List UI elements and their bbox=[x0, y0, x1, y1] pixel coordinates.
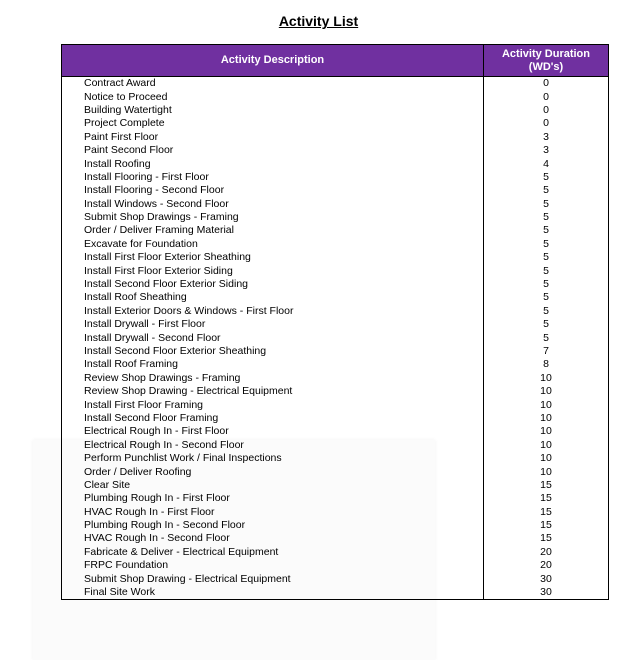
activity-description-cell: Clear Site bbox=[62, 479, 484, 492]
activity-duration-cell: 15 bbox=[484, 479, 609, 492]
activity-description-cell: Electrical Rough In - First Floor bbox=[62, 425, 484, 438]
activity-description-cell: Install First Floor Framing bbox=[62, 398, 484, 411]
activity-duration-cell: 3 bbox=[484, 131, 609, 144]
table-row bbox=[62, 439, 609, 452]
activity-duration-cell: 10 bbox=[484, 398, 609, 411]
table-row bbox=[62, 117, 609, 130]
table-row bbox=[62, 546, 609, 559]
activity-description-cell: Review Shop Drawings - Framing bbox=[62, 372, 484, 385]
activity-duration-cell: 0 bbox=[484, 90, 609, 103]
activity-duration-cell: 15 bbox=[484, 532, 609, 545]
table-row bbox=[62, 586, 609, 600]
activity-description-cell: Install Roof Framing bbox=[62, 358, 484, 371]
table-row bbox=[62, 492, 609, 505]
activity-table bbox=[61, 44, 609, 600]
activity-duration-cell: 30 bbox=[484, 586, 609, 600]
header-activity-description: Activity Description bbox=[62, 45, 484, 77]
table-row bbox=[62, 157, 609, 170]
activity-duration-cell: 5 bbox=[484, 184, 609, 197]
activity-duration-cell: 10 bbox=[484, 439, 609, 452]
table-row bbox=[62, 238, 609, 251]
table-row bbox=[62, 519, 609, 532]
activity-description-cell: Install First Floor Exterior Sheathing bbox=[62, 251, 484, 264]
activity-duration-cell: 5 bbox=[484, 211, 609, 224]
table-row bbox=[62, 90, 609, 103]
activity-duration-cell: 10 bbox=[484, 465, 609, 478]
table-row bbox=[62, 385, 609, 398]
table-row bbox=[62, 318, 609, 331]
activity-duration-cell: 0 bbox=[484, 77, 609, 91]
activity-description-cell: Plumbing Rough In - Second Floor bbox=[62, 519, 484, 532]
table-row bbox=[62, 264, 609, 277]
activity-duration-cell: 8 bbox=[484, 358, 609, 371]
activity-duration-cell: 5 bbox=[484, 251, 609, 264]
activity-description-cell: HVAC Rough In - First Floor bbox=[62, 506, 484, 519]
table-row bbox=[62, 345, 609, 358]
table-row bbox=[62, 144, 609, 157]
activity-description-cell: Review Shop Drawing - Electrical Equipment bbox=[62, 385, 484, 398]
activity-duration-cell: 10 bbox=[484, 385, 609, 398]
activity-description-cell: Order / Deliver Framing Material bbox=[62, 224, 484, 237]
activity-description-cell: HVAC Rough In - Second Floor bbox=[62, 532, 484, 545]
table-row bbox=[62, 77, 609, 91]
activity-description-cell: Install First Floor Exterior Siding bbox=[62, 264, 484, 277]
table-row bbox=[62, 465, 609, 478]
header-activity-duration: Activity Duration (WD's) bbox=[484, 45, 609, 77]
activity-description-cell: Install Second Floor Exterior Sheathing bbox=[62, 345, 484, 358]
activity-duration-cell: 10 bbox=[484, 372, 609, 385]
activity-duration-cell: 20 bbox=[484, 559, 609, 572]
activity-duration-cell: 5 bbox=[484, 318, 609, 331]
table-row bbox=[62, 398, 609, 411]
activity-description-cell: Final Site Work bbox=[62, 586, 484, 600]
activity-description-cell: Submit Shop Drawings - Framing bbox=[62, 211, 484, 224]
table-row bbox=[62, 572, 609, 585]
table-row bbox=[62, 412, 609, 425]
activity-duration-cell: 7 bbox=[484, 345, 609, 358]
activity-duration-cell: 20 bbox=[484, 546, 609, 559]
activity-description-cell: Install Second Floor Exterior Siding bbox=[62, 278, 484, 291]
activity-description-cell: Perform Punchlist Work / Final Inspections bbox=[62, 452, 484, 465]
activity-description-cell: Contract Award bbox=[62, 77, 484, 91]
page-title: Activity List bbox=[278, 13, 359, 29]
activity-duration-cell: 4 bbox=[484, 157, 609, 170]
table-row bbox=[62, 131, 609, 144]
activity-duration-cell: 3 bbox=[484, 144, 609, 157]
activity-duration-cell: 15 bbox=[484, 506, 609, 519]
activity-description-cell: Submit Shop Drawing - Electrical Equipment bbox=[62, 572, 484, 585]
activity-description-cell: FRPC Foundation bbox=[62, 559, 484, 572]
table-body bbox=[62, 77, 609, 600]
activity-description-cell: Install Roofing bbox=[62, 157, 484, 170]
activity-duration-cell: 0 bbox=[484, 104, 609, 117]
table-row bbox=[62, 479, 609, 492]
activity-duration-cell: 5 bbox=[484, 264, 609, 277]
table-row bbox=[62, 291, 609, 304]
table-row bbox=[62, 251, 609, 264]
table-row bbox=[62, 331, 609, 344]
activity-duration-cell: 5 bbox=[484, 291, 609, 304]
activity-description-cell: Notice to Proceed bbox=[62, 90, 484, 103]
activity-duration-cell: 5 bbox=[484, 224, 609, 237]
table-row bbox=[62, 532, 609, 545]
activity-duration-cell: 15 bbox=[484, 519, 609, 532]
activity-description-cell: Project Complete bbox=[62, 117, 484, 130]
activity-description-cell: Install Windows - Second Floor bbox=[62, 198, 484, 211]
table-row bbox=[62, 305, 609, 318]
activity-description-cell: Install Roof Sheathing bbox=[62, 291, 484, 304]
table-row bbox=[62, 452, 609, 465]
activity-duration-cell: 5 bbox=[484, 238, 609, 251]
table-row bbox=[62, 104, 609, 117]
activity-duration-cell: 5 bbox=[484, 278, 609, 291]
activity-duration-cell: 15 bbox=[484, 492, 609, 505]
activity-duration-cell: 5 bbox=[484, 305, 609, 318]
activity-description-cell: Install Flooring - Second Floor bbox=[62, 184, 484, 197]
activity-description-cell: Excavate for Foundation bbox=[62, 238, 484, 251]
activity-duration-cell: 10 bbox=[484, 412, 609, 425]
table-header-row bbox=[62, 45, 609, 77]
table-row bbox=[62, 559, 609, 572]
activity-duration-cell: 10 bbox=[484, 425, 609, 438]
table-row bbox=[62, 358, 609, 371]
table-row bbox=[62, 184, 609, 197]
activity-duration-cell: 5 bbox=[484, 171, 609, 184]
activity-duration-cell: 10 bbox=[484, 452, 609, 465]
activity-description-cell: Install Drywall - First Floor bbox=[62, 318, 484, 331]
activity-description-cell: Electrical Rough In - Second Floor bbox=[62, 439, 484, 452]
activity-description-cell: Install Second Floor Framing bbox=[62, 412, 484, 425]
activity-description-cell: Install Exterior Doors & Windows - First Floor bbox=[62, 305, 484, 318]
activity-duration-cell: 0 bbox=[484, 117, 609, 130]
table-row bbox=[62, 506, 609, 519]
table-row bbox=[62, 425, 609, 438]
activity-description-cell: Install Drywall - Second Floor bbox=[62, 331, 484, 344]
activity-description-cell: Fabricate & Deliver - Electrical Equipment bbox=[62, 546, 484, 559]
activity-description-cell: Plumbing Rough In - First Floor bbox=[62, 492, 484, 505]
table-row bbox=[62, 198, 609, 211]
activity-description-cell: Paint First Floor bbox=[62, 131, 484, 144]
activity-description-cell: Order / Deliver Roofing bbox=[62, 465, 484, 478]
activity-duration-cell: 5 bbox=[484, 331, 609, 344]
activity-description-cell: Paint Second Floor bbox=[62, 144, 484, 157]
table-row bbox=[62, 224, 609, 237]
table-row bbox=[62, 171, 609, 184]
activity-description-cell: Building Watertight bbox=[62, 104, 484, 117]
activity-duration-cell: 30 bbox=[484, 572, 609, 585]
table-row bbox=[62, 211, 609, 224]
activity-duration-cell: 5 bbox=[484, 198, 609, 211]
activity-description-cell: Install Flooring - First Floor bbox=[62, 171, 484, 184]
table-row bbox=[62, 278, 609, 291]
table-row bbox=[62, 372, 609, 385]
